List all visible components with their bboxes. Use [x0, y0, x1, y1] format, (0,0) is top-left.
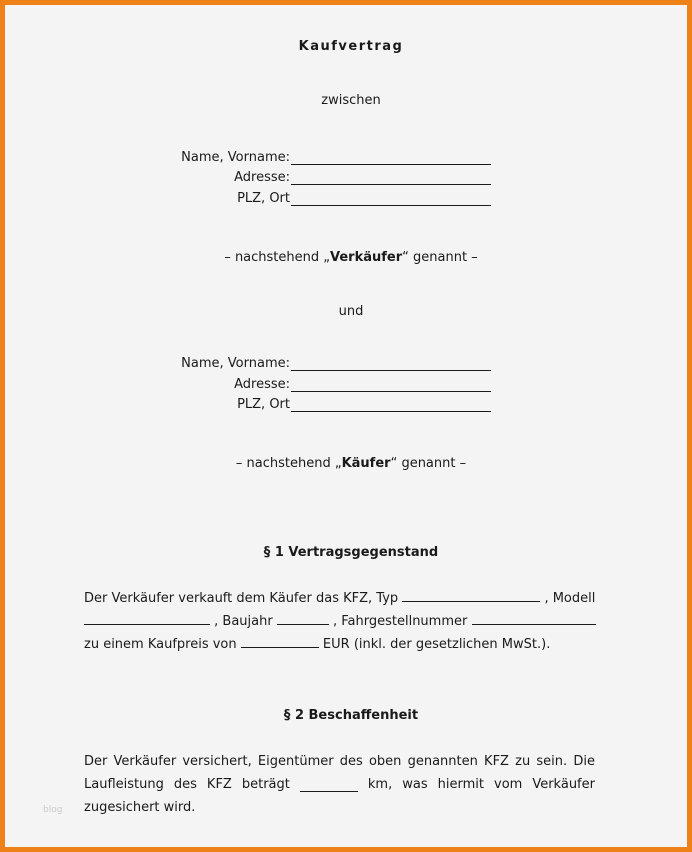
buyer-designation [5, 456, 692, 471]
text-span: zu einem Kaufpreis von [84, 637, 237, 652]
modell-field[interactable] [84, 612, 210, 625]
kaufpreis-field[interactable] [241, 635, 319, 648]
text-span: , Baujahr [214, 614, 273, 629]
section-2-line-1 [84, 750, 595, 773]
seller-city-field[interactable] [291, 191, 491, 206]
word: Laufleistung [84, 777, 164, 792]
word: Die [573, 754, 595, 769]
word: des [173, 777, 197, 792]
baujahr-field[interactable] [277, 612, 329, 625]
buyer-address-label: Adresse: [234, 377, 290, 392]
seller-address-row [5, 170, 692, 188]
designation-prefix: – nachstehend „ [235, 456, 342, 471]
word: zu [515, 754, 531, 769]
laufleistung-field[interactable] [300, 779, 358, 792]
word: Eigentümer [257, 754, 334, 769]
seller-address-label: Adresse: [234, 170, 290, 185]
designation-suffix: “ genannt – [402, 250, 478, 265]
buyer-address-field[interactable] [291, 377, 491, 392]
seller-name-label: Name, Vorname: [181, 150, 290, 165]
buyer-city-label: PLZ, Ort [237, 397, 290, 412]
buyer-city-row [5, 397, 692, 415]
word: hiermit [437, 777, 484, 792]
word: sein. [536, 754, 568, 769]
word: KFZ [206, 777, 232, 792]
word: vom [494, 777, 523, 792]
designation-suffix: “ genannt – [390, 456, 467, 471]
word: genannten [407, 754, 478, 769]
word: Verkäufer [532, 777, 595, 792]
buyer-address-row [5, 377, 692, 395]
typ-field[interactable] [402, 589, 540, 602]
buyer-role: Käufer [341, 456, 391, 471]
word: oben [368, 754, 402, 769]
word: KFZ [484, 754, 509, 769]
seller-address-field[interactable] [291, 170, 491, 185]
text-span: Der Verkäufer verkauft dem Käufer das KFZ, Typ [84, 591, 399, 606]
seller-role: Verkäufer [330, 250, 403, 265]
buyer-name-row [5, 356, 692, 374]
word: beträgt [241, 777, 290, 792]
section-1-line-2 [84, 610, 595, 633]
section-2-heading: § 2 Beschaffenheit [283, 708, 419, 723]
buyer-name-label: Name, Vorname: [181, 356, 290, 371]
word: versichert, [182, 754, 252, 769]
seller-name-row [5, 150, 692, 168]
and-label: und [338, 304, 364, 319]
section-1-line-3 [84, 633, 595, 656]
designation-prefix: – nachstehend „ [224, 250, 331, 265]
section-1-heading: § 1 Vertragsgegenstand [263, 545, 439, 560]
buyer-name-field[interactable] [291, 356, 491, 371]
document-title: Kaufvertrag [298, 39, 404, 54]
word: Verkäufer [113, 754, 177, 769]
fahrgestellnummer-field[interactable] [472, 612, 596, 625]
word: was [402, 777, 428, 792]
text-span: , Modell [544, 591, 596, 606]
watermark: blog [43, 805, 63, 815]
seller-designation [5, 250, 692, 265]
seller-city-row [5, 191, 692, 209]
between-label: zwischen [321, 93, 381, 108]
section-2-line-3: zugesichert wird. [84, 800, 196, 815]
buyer-city-field[interactable] [291, 397, 491, 412]
word: Der [84, 754, 108, 769]
seller-name-field[interactable] [291, 150, 491, 165]
section-1-body [84, 587, 595, 656]
text-span: EUR (inkl. der gesetzlichen MwSt.). [322, 637, 551, 652]
section-2-line-2 [84, 773, 595, 796]
section-1-line-1 [84, 587, 595, 610]
section-2-body [84, 750, 595, 819]
seller-city-label: PLZ, Ort [237, 191, 290, 206]
text-span: , Fahrgestellnummer [332, 614, 468, 629]
word: km, [367, 777, 393, 792]
word: des [339, 754, 363, 769]
